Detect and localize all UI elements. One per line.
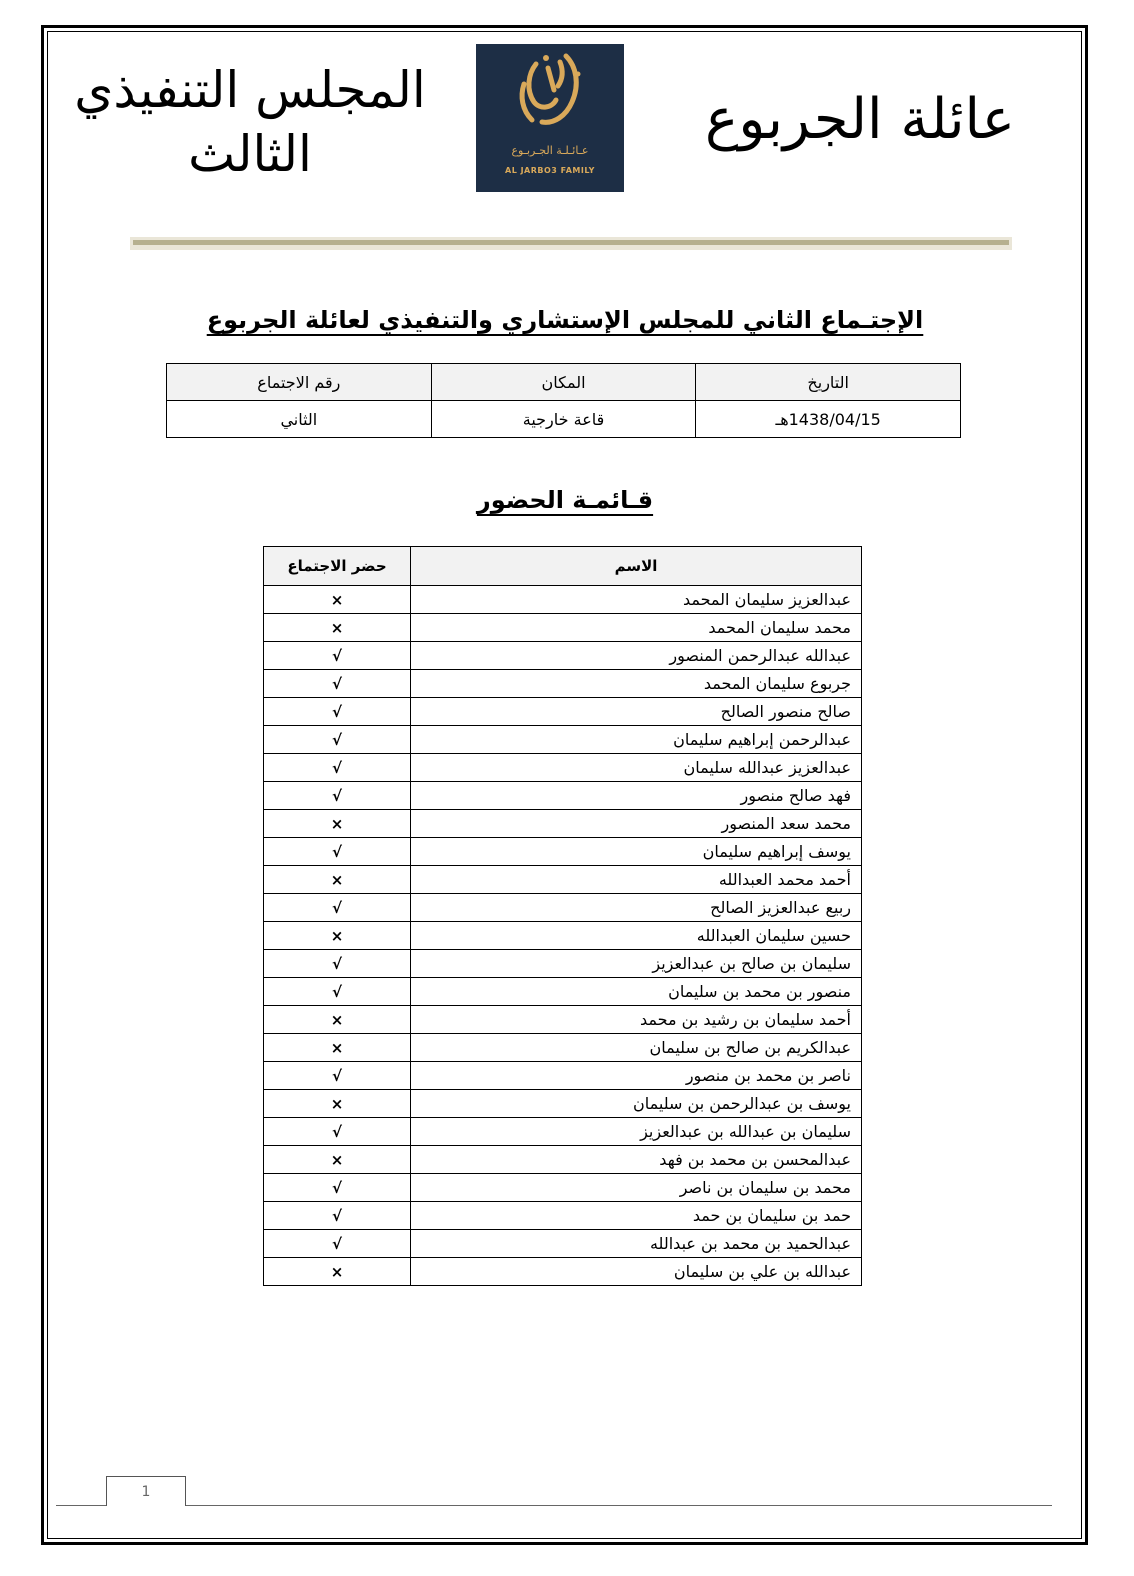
member-name: سليمان بن صالح بن عبدالعزيز [411,950,862,978]
member-name: صالح منصور الصالح [411,698,862,726]
table-row [264,670,862,698]
attendance-mark: √ [264,1202,411,1230]
attendance-mark: × [264,1146,411,1174]
member-name: حسين سليمان العبدالله [411,922,862,950]
attendance-mark: × [264,1006,411,1034]
table-row [264,754,862,782]
table-row [264,950,862,978]
attendance-mark: √ [264,698,411,726]
attendance-mark: √ [264,894,411,922]
place-value: قاعة خارجية [431,401,696,438]
table-row [264,642,862,670]
table-row [264,782,862,810]
table-row [264,894,862,922]
attendance-mark: × [264,1034,411,1062]
table-row [264,1034,862,1062]
attendance-mark: × [264,1258,411,1286]
date-label: التاريخ [696,364,961,401]
attendance-mark: √ [264,1118,411,1146]
member-name: ناصر بن محمد بن منصور [411,1062,862,1090]
name-column-header: الاسم [411,547,862,586]
attendance-mark: × [264,922,411,950]
member-name: يوسف بن عبدالرحمن بن سليمان [411,1090,862,1118]
calligraphy-emblem-icon [476,44,624,144]
attendance-title: قـائمـة الحضور [476,486,654,514]
attendance-mark: × [264,614,411,642]
table-row [264,614,862,642]
meeting-info-value-row [167,401,961,438]
table-row [264,922,862,950]
attendance-mark: √ [264,950,411,978]
member-name: حمد بن سليمان بن حمد [411,1202,862,1230]
page-number: 1 [106,1476,186,1506]
table-row [264,810,862,838]
table-row [264,1006,862,1034]
member-name: فهد صالح منصور [411,782,862,810]
council-heading-line1: المجلس التنفيذي [74,61,426,119]
meeting-number-value: الثاني [167,401,432,438]
table-row [264,1174,862,1202]
attendance-mark: √ [264,838,411,866]
place-label: المكان [431,364,696,401]
member-name: محمد سليمان المحمد [411,614,862,642]
meeting-number-label: رقم الاجتماع [167,364,432,401]
logo-caption-english: AL JARBO3 FAMILY [505,166,595,175]
logo-caption-arabic: عـائـلـة الجـربـوع [511,144,589,157]
attendance-mark: √ [264,726,411,754]
attendance-rows [264,586,862,1286]
member-name: عبدالله عبدالرحمن المنصور [411,642,862,670]
table-row [264,1258,862,1286]
attendance-mark: √ [264,978,411,1006]
member-name: يوسف إبراهيم سليمان [411,838,862,866]
table-row [264,1118,862,1146]
attendance-mark: × [264,586,411,614]
attendance-mark: √ [264,1062,411,1090]
member-name: محمد سعد المنصور [411,810,862,838]
attendance-mark: × [264,810,411,838]
table-row [264,726,862,754]
table-row [264,1202,862,1230]
meeting-info-table [166,363,961,438]
attendance-mark: × [264,1090,411,1118]
member-name: منصور بن محمد بن سليمان [411,978,862,1006]
council-heading [60,58,440,186]
member-name: عبدالعزيز عبدالله سليمان [411,754,862,782]
table-row [264,1062,862,1090]
attendance-mark: × [264,866,411,894]
table-row [264,1090,862,1118]
member-name: عبدالكريم بن صالح بن سليمان [411,1034,862,1062]
attendance-mark: √ [264,1230,411,1258]
family-name-heading: عائلة الجربوع [704,87,1016,152]
attendance-header-row [264,547,862,586]
member-name: أحمد سليمان بن رشيد بن محمد [411,1006,862,1034]
table-row [264,1146,862,1174]
member-name: عبدالله بن علي بن سليمان [411,1258,862,1286]
member-name: سليمان بن عبدالله بن عبدالعزيز [411,1118,862,1146]
meeting-title: الإجتـماع الثاني للمجلس الإستشاري والتنفيذي لعائلة الجربوع [206,306,924,334]
table-row [264,866,862,894]
attendance-mark: √ [264,642,411,670]
member-name: ربيع عبدالعزيز الصالح [411,894,862,922]
member-name: عبدالمحسن بن محمد بن فهد [411,1146,862,1174]
table-row [264,838,862,866]
member-name: عبدالرحمن إبراهيم سليمان [411,726,862,754]
attendance-mark: √ [264,670,411,698]
attendance-mark: √ [264,754,411,782]
attendance-mark: √ [264,1174,411,1202]
council-heading-line2: الثالث [188,125,312,183]
meeting-info-header-row [167,364,961,401]
table-row [264,698,862,726]
attendance-table [263,546,862,1286]
table-row [264,1230,862,1258]
table-row [264,586,862,614]
member-name: جربوع سليمان المحمد [411,670,862,698]
header-divider [130,237,1012,250]
table-row [264,978,862,1006]
attended-column-header: حضر الاجتماع [264,547,411,586]
footer-line [56,1505,1052,1506]
date-value: 1438/04/15هـ [696,401,961,438]
member-name: أحمد محمد العبدالله [411,866,862,894]
attendance-mark: √ [264,782,411,810]
member-name: عبدالحميد بن محمد بن عبدالله [411,1230,862,1258]
member-name: عبدالعزيز سليمان المحمد [411,586,862,614]
family-logo [476,44,624,192]
member-name: محمد بن سليمان بن ناصر [411,1174,862,1202]
